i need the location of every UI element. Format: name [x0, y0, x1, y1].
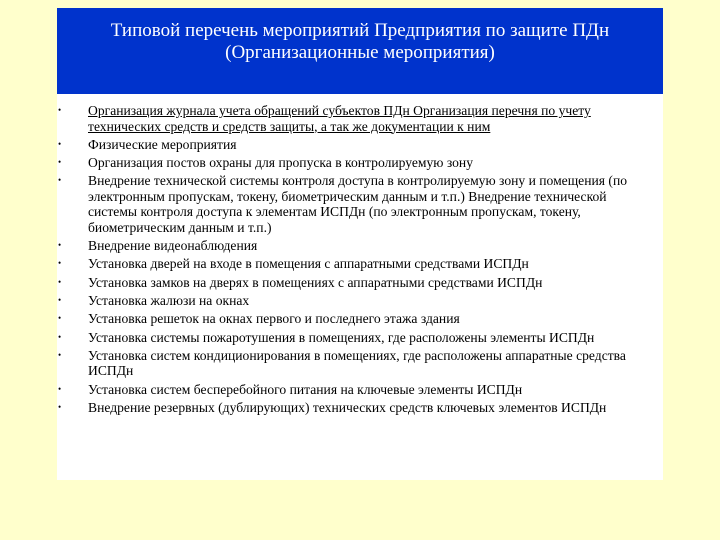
bullet-icon: • — [58, 383, 62, 394]
list-item-link[interactable]: Организация журнала учета обращений субъектов ПДн Организация перечня по учету технических средств и средств защиты, а так же документации к ним — [88, 103, 591, 134]
list-item — [57, 173, 663, 235]
list-item — [57, 311, 663, 327]
list-item-text: Внедрение технической системы контроля доступа в контролируемую зону и помещения (по электронным пропускам, токену, биометрическим данным и т.п.) Внедрение технической системы контроля доступа к элементам ИСПДн (по электронным пропускам, токену, биометрическим данным и т.п.) — [88, 173, 628, 235]
list-item — [57, 382, 663, 398]
list-item-text: Установка систем бесперебойного питания на ключевые элементы ИСПДн — [88, 381, 523, 397]
list-item-text: Внедрение резервных (дублирующих) технических средств ключевых элементов ИСПДн — [88, 400, 607, 416]
measures-list — [57, 103, 663, 418]
slide-title-line1: Типовой перечень мероприятий Предприятия по защите ПДн — [110, 20, 610, 41]
list-item-text: Установка дверей на входе в помещения с аппаратными средствами ИСПДн — [88, 256, 529, 272]
bullet-icon: • — [58, 258, 62, 269]
list-item — [57, 155, 663, 171]
content-panel — [57, 94, 663, 480]
list-item — [57, 137, 663, 153]
bullet-icon: • — [58, 349, 62, 360]
bullet-icon: • — [58, 105, 62, 115]
list-item-text: Физические мероприятия — [88, 136, 237, 152]
list-item-text: Установка жалюзи на окнах — [88, 293, 250, 309]
list-item-text: Установка решеток на окнах первого и последнего этажа здания — [88, 311, 460, 327]
list-item — [57, 293, 663, 309]
bullet-icon: • — [58, 295, 62, 306]
list-item-text: Внедрение видеонаблюдения — [88, 238, 258, 254]
slide-header — [57, 8, 663, 94]
bullet-icon: • — [58, 313, 62, 324]
list-item-text: Установка систем кондиционирования в помещениях, где расположены аппаратные средства ИСПДн — [88, 347, 626, 379]
bullet-icon: • — [58, 276, 62, 287]
list-item — [57, 400, 663, 416]
bullet-icon: • — [58, 240, 62, 251]
list-item — [57, 348, 663, 379]
list-item — [57, 330, 663, 346]
bullet-icon: • — [58, 175, 62, 186]
list-item-text: Установка системы пожаротушения в помещениях, где расположены элементы ИСПДн — [88, 329, 595, 345]
list-item — [57, 238, 663, 254]
slide-title-line2: (Организационные мероприятия) — [225, 42, 495, 63]
list-item-text: Организация постов охраны для пропуска в контролируемую зону — [88, 155, 474, 171]
list-item — [57, 256, 663, 272]
list-item — [57, 103, 663, 134]
bullet-icon: • — [58, 157, 62, 168]
bullet-icon: • — [58, 138, 62, 149]
list-item-text: Установка замков на дверях в помещениях с аппаратными средствами ИСПДн — [88, 274, 543, 290]
list-item — [57, 275, 663, 291]
bullet-icon: • — [58, 402, 62, 413]
bullet-icon: • — [58, 331, 62, 342]
